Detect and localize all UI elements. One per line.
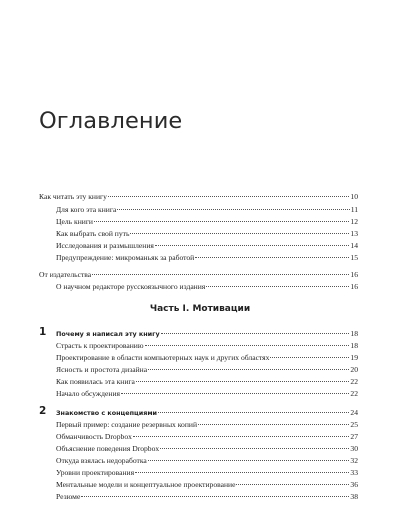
dot-leader (135, 472, 349, 473)
dot-leader (117, 209, 349, 210)
toc-page-number: 32 (350, 456, 358, 465)
toc-page-number: 19 (350, 353, 358, 362)
toc-entry-label: Ментальные модели и концептуальное проектирование (56, 480, 236, 489)
toc-page-number: 16 (350, 282, 358, 291)
toc-page-number: 30 (350, 444, 358, 453)
toc-entry-label: Откуда взялась недоработка (56, 456, 147, 465)
toc-page-number: 22 (350, 377, 358, 386)
toc-entry[interactable] (0, 190, 400, 203)
toc-entry-label: От издательства (39, 270, 92, 279)
toc-entry-label: Как читать эту книгу (39, 192, 107, 201)
dot-leader (198, 424, 349, 425)
toc-entry-label: Предупреждение: микроманьяк за работой (56, 253, 195, 262)
chapter-title: Знакомство с концепциями (56, 409, 158, 417)
toc-page-number: 13 (350, 229, 358, 238)
dot-leader (121, 393, 349, 394)
toc-page-number: 36 (350, 480, 358, 489)
dot-leader (206, 286, 349, 287)
toc-page-number: 16 (350, 270, 358, 279)
dot-leader (161, 333, 350, 334)
toc-entry-label: Объяснение поведения Dropbox (56, 444, 160, 453)
toc-page-number: 20 (350, 365, 358, 374)
toc-page-number: 12 (350, 217, 358, 226)
toc-entry[interactable] (0, 280, 400, 293)
dot-leader (81, 496, 349, 497)
page-title: Оглавление (39, 108, 183, 134)
toc-entry-label: Резюме (56, 492, 81, 501)
toc-entry[interactable] (0, 251, 400, 264)
dot-leader (92, 274, 349, 275)
toc-entry-label: Цель книги (56, 217, 94, 226)
toc-entry-label: Как выбрать свой путь (56, 229, 130, 238)
part-heading (0, 304, 400, 314)
toc-page-number: 10 (350, 192, 358, 201)
dot-leader (148, 460, 350, 461)
toc-entry-label: Ясность и простота дизайна (56, 365, 148, 374)
dot-leader (133, 436, 349, 437)
toc-page-number: 24 (350, 408, 358, 417)
dot-leader (155, 245, 350, 246)
dot-leader (160, 448, 349, 449)
dot-leader (236, 484, 349, 485)
dot-leader (108, 196, 349, 197)
toc-page-number: 18 (350, 329, 358, 338)
dot-leader (94, 221, 349, 222)
toc-page-number: 15 (350, 253, 358, 262)
toc-entry-label: Как появилась эта книга (56, 377, 135, 386)
toc-entry-label: Начало обсуждения (56, 389, 121, 398)
toc-entry-label: О научном редакторе русскоязычного издания (56, 282, 206, 291)
toc-page-number: 14 (350, 241, 358, 250)
toc-entry[interactable] (0, 387, 400, 400)
toc-page-number: 18 (350, 341, 358, 350)
chapter-number: 2 (39, 405, 47, 417)
toc-entry-label: Исследования и размышления (56, 241, 154, 250)
dot-leader (270, 357, 349, 358)
toc-entry-label: Обманчивость Dropbox (56, 432, 132, 441)
dot-leader (145, 345, 350, 346)
toc-page-number: 33 (350, 468, 358, 477)
toc-page-number: 25 (350, 420, 358, 429)
toc-page-number: 22 (350, 389, 358, 398)
dot-leader (130, 233, 349, 234)
part-heading-title: Мотивации (189, 304, 251, 314)
chapter-number: 1 (39, 326, 47, 338)
dot-leader (136, 381, 349, 382)
dot-leader (158, 412, 349, 413)
chapter-title: Почему я написал эту книгу (56, 330, 160, 338)
toc-entry[interactable] (0, 490, 400, 503)
toc-entry-label: Для кого эта книга (56, 205, 117, 214)
dot-leader (195, 257, 349, 258)
toc-entry-label: Уровни проектирования (56, 468, 135, 477)
toc-entry-label: Первый пример: создание резервных копий (56, 420, 198, 429)
dot-leader (148, 369, 349, 370)
part-heading-prefix: Часть I. (149, 304, 190, 314)
toc-page-number: 11 (350, 205, 358, 214)
toc-page-number: 38 (350, 492, 358, 501)
toc-entry-label: Страсть к проектированию (56, 341, 144, 350)
toc-page-number: 27 (350, 432, 358, 441)
toc-entry-label: Проектирование в области компьютерных наук и других областях (56, 353, 270, 362)
